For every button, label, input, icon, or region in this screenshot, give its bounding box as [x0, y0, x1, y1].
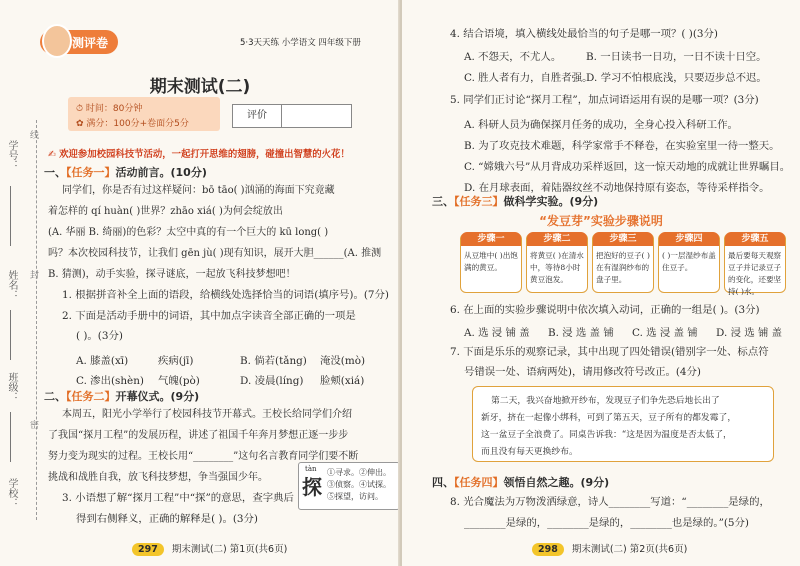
option-a[interactable]: A. 选 浸 铺 盖 [464, 327, 530, 339]
evaluation-box[interactable] [232, 104, 352, 128]
option-b[interactable]: B. 为了攻克技术难题，科学家常手不释卷，在实验室里一待一整天。 [464, 140, 780, 152]
question-2-blank[interactable]: ( )。(3分) [76, 330, 123, 342]
option-c[interactable]: C. 渗出(shèn) [76, 375, 144, 387]
record-line: 第二天，我兴奋地掀开纱布，发现豆子们争先恐后地长出了 [491, 396, 720, 406]
task-tag: 【任务四】 [454, 476, 504, 489]
passage-1-line: 着怎样的 qí huàn( )世界？zhāo xiá( )为何会绽放出 [48, 206, 283, 217]
seal-line [36, 120, 37, 520]
passage-1-line: B. 猜测)，动手实验，探寻谜底，一起放飞科技梦想吧！ [48, 269, 296, 280]
entry-definitions: ①寻求。②伸出。③侦察。④试探。⑤探望，访问。 [327, 468, 391, 501]
question-8: 8. 光合魔法为万物泼洒绿意，诗人________写道：“________是绿的， [450, 496, 770, 508]
section-heading-4 [432, 474, 609, 490]
score-info: ✿ 满分：100分+卷面分5分 [76, 119, 189, 129]
steps-title: “发豆芽”实验步骤说明 [539, 214, 663, 228]
step-text: 从豆堆中( )出饱满的黄豆。 [464, 251, 518, 272]
question-1: 1. 根据拼音补全上面的语段，给横线处选择恰当的词语(填序号)。(7分) [62, 289, 389, 301]
step-text: 将黄豆( )在清水中，等待8小时黄豆泡发。 [530, 251, 584, 284]
question-3-blank[interactable]: 得到右侧释义，正确的解释是( )。(3分) [76, 513, 258, 525]
step-heading: 步骤一 [461, 232, 521, 246]
record-line: 新牙，挤在一起像小绑科，可到了第五天，豆子所有的都发霉了， [481, 413, 737, 423]
class-blank[interactable] [10, 412, 11, 462]
name-blank[interactable] [10, 310, 11, 360]
option-b-word: 淹没(mò) [320, 355, 365, 367]
section-heading-2 [44, 388, 199, 404]
option-d[interactable]: D. 浸 选 铺 盖 [716, 327, 783, 339]
page-number: 298 [532, 543, 564, 556]
footer-text: 期末测试(二) 第2页(共6页) [571, 544, 688, 555]
footer-text: 期末测试(二) 第1页(共6页) [171, 544, 288, 555]
option-c-word: 气魄(pò) [158, 375, 200, 387]
passage-2-line: 努力变为现实的过程。王校长用“________”这句名言教育同学们要不断 [48, 451, 359, 462]
question-2: 2. 下面是活动手册中的词语，其中加点字读音全部正确的一项是 [62, 310, 356, 322]
section-title: 领悟自然之趣。(9分) [503, 476, 610, 489]
question-7: 7. 下面是乐乐的观察记录，其中出现了四处错误(错别字一处、标点符 [450, 346, 769, 358]
step-text: 把泡好的豆子( )在有湿润纱布的盘子里。 [596, 251, 650, 284]
page-footer-right [532, 541, 687, 556]
option-a[interactable]: A. 科研人员为确保探月任务的成功，全身心投入科研工作。 [464, 119, 738, 131]
question-7-cont: 号错误一处、语病两处)，请用修改符号改正。(4分) [464, 366, 701, 378]
passage-2-line: 挑战和战胜自我，放飞科技梦想，争当强国少年。 [48, 472, 268, 483]
exam-badge [40, 30, 118, 54]
entry-character: 探 [302, 475, 322, 499]
option-d[interactable]: D. 学习不怕根底浅，只要迈步总不迟。 [586, 72, 767, 84]
option-c[interactable]: C. “嫦娥六号”从月背成功采样返回，这一惊天动地的成就让世界瞩目。 [464, 161, 791, 173]
question-8-blanks[interactable]: ________是绿的，________是绿的，________也是绿的。”(5分) [464, 517, 749, 529]
section-number: 三、 [432, 195, 454, 208]
page-number: 297 [132, 543, 164, 556]
section-title: 做科学实验。(9分) [503, 195, 599, 208]
right-page [402, 0, 800, 566]
option-b[interactable]: B. 浸 选 盖 铺 [548, 327, 614, 339]
step-text: 最后要每天观察豆子并记录豆子的变化，还要坚持( )水。 [728, 251, 782, 296]
option-d-word: 脸颊(xiá) [320, 375, 365, 387]
class-label: 班级： [6, 372, 17, 402]
task-tag: 【任务一】 [66, 166, 116, 179]
option-d[interactable]: D. 在月球表面，着陆器纹丝不动地保持原有姿态，等待采样指令。 [464, 182, 770, 194]
seal-mark: 线 [28, 130, 38, 139]
step-card [592, 233, 654, 293]
step-card [460, 233, 522, 293]
option-a[interactable]: A. 膝盖(xī) [76, 355, 129, 367]
section-title: 活动前言。(10分) [115, 166, 207, 179]
entry-pinyin: tàn [305, 465, 317, 473]
step-card [724, 233, 786, 296]
student-number-blank[interactable] [10, 186, 11, 246]
page-title: 期末测试(二) [149, 77, 251, 97]
section-number: 一、 [44, 166, 66, 179]
school-label: 学校： [6, 478, 17, 508]
section-title: 开幕仪式。(9分) [115, 390, 200, 403]
step-heading: 步骤五 [725, 232, 785, 246]
option-c[interactable]: C. 胜人者有力，自胜者强。 [464, 72, 593, 84]
mascot-icon [42, 24, 72, 58]
record-line: 而且没有每天更换纱布。 [481, 447, 578, 457]
passage-2-line: 本周五，阳光小学举行了校园科技节开幕式。王校长给同学们介绍 [62, 409, 352, 420]
option-a-word: 疾病(jī) [158, 355, 194, 367]
section-number: 二、 [44, 390, 66, 403]
option-b[interactable]: B. 一日读书一日功，一日不读十日空。 [586, 51, 767, 63]
step-card [526, 233, 588, 293]
option-c[interactable]: C. 选 浸 盖 铺 [632, 327, 698, 339]
series-header: 5·3天天练 小学语文 四年级下册 [240, 38, 361, 48]
step-card [658, 233, 720, 293]
question-4: 4. 结合语境，填入横线处最恰当的句子是哪一项？( )(3分) [450, 28, 718, 40]
badge-label: 测评卷 [72, 36, 109, 50]
question-5: 5. 同学们正讨论“探月工程”，加点词语运用有误的是哪一项？(3分) [450, 94, 759, 106]
name-label: 姓名： [6, 270, 17, 300]
seal-mark: 封 [28, 270, 38, 279]
step-heading: 步骤三 [593, 232, 653, 246]
option-a[interactable]: A. 不怨天，不尤人。 [464, 51, 562, 63]
section-heading-1 [44, 164, 207, 180]
passage-1-line: 同学们，你是否有过这样疑问：bō tāo( )汹涌的海面下究竟藏 [62, 185, 335, 196]
step-heading: 步骤四 [659, 232, 719, 246]
section-heading-3 [432, 193, 598, 209]
step-heading: 步骤二 [527, 232, 587, 246]
task-tag: 【任务三】 [454, 195, 504, 208]
lead-banner: ✍ 欢迎参加校园科技节活动，一起打开思维的翅膀，碰撞出智慧的火花！ [48, 149, 350, 160]
task-tag: 【任务二】 [66, 390, 116, 403]
time-info: ⏱ 时间：80分钟 [76, 104, 143, 114]
passage-1-line: 吗？本次校园科技节，让我们 gēn jù( )现有知识，展开大胆______(A. 推测 [48, 248, 382, 259]
option-b[interactable]: B. 倘若(tǎng) [240, 355, 307, 367]
dictionary-entry [298, 462, 400, 510]
step-text: ( )一层湿纱布盖住豆子。 [662, 251, 716, 272]
section-number: 四、 [432, 476, 454, 489]
passage-1-line: (A. 华丽 B. 绮丽)的色彩？太空中真的有一个巨大的 kū long( ) [48, 227, 329, 238]
record-line: 这一盆豆子全浪费了。同桌告诉我：“这是因为温度是否太低了， [481, 430, 732, 440]
question-3: 3. 小语想了解“探月工程”中“探”的意思，查字典后 [62, 492, 294, 504]
passage-2-line: 了我国“探月工程”的发展历程，讲述了祖国千年奔月梦想正逐一步步 [48, 430, 349, 441]
page-footer-left [132, 541, 287, 556]
evaluation-label: 评价 [233, 105, 282, 127]
exam-info-box [68, 97, 220, 131]
question-6: 6. 在上面的实验步骤说明中依次填入动词，正确的一组是( )。(3分) [450, 304, 760, 316]
seal-mark: 密 [28, 420, 38, 429]
student-number-label: 学号： [6, 140, 17, 170]
option-d[interactable]: D. 凌晨(líng) [240, 375, 304, 387]
observation-record[interactable] [472, 386, 774, 462]
